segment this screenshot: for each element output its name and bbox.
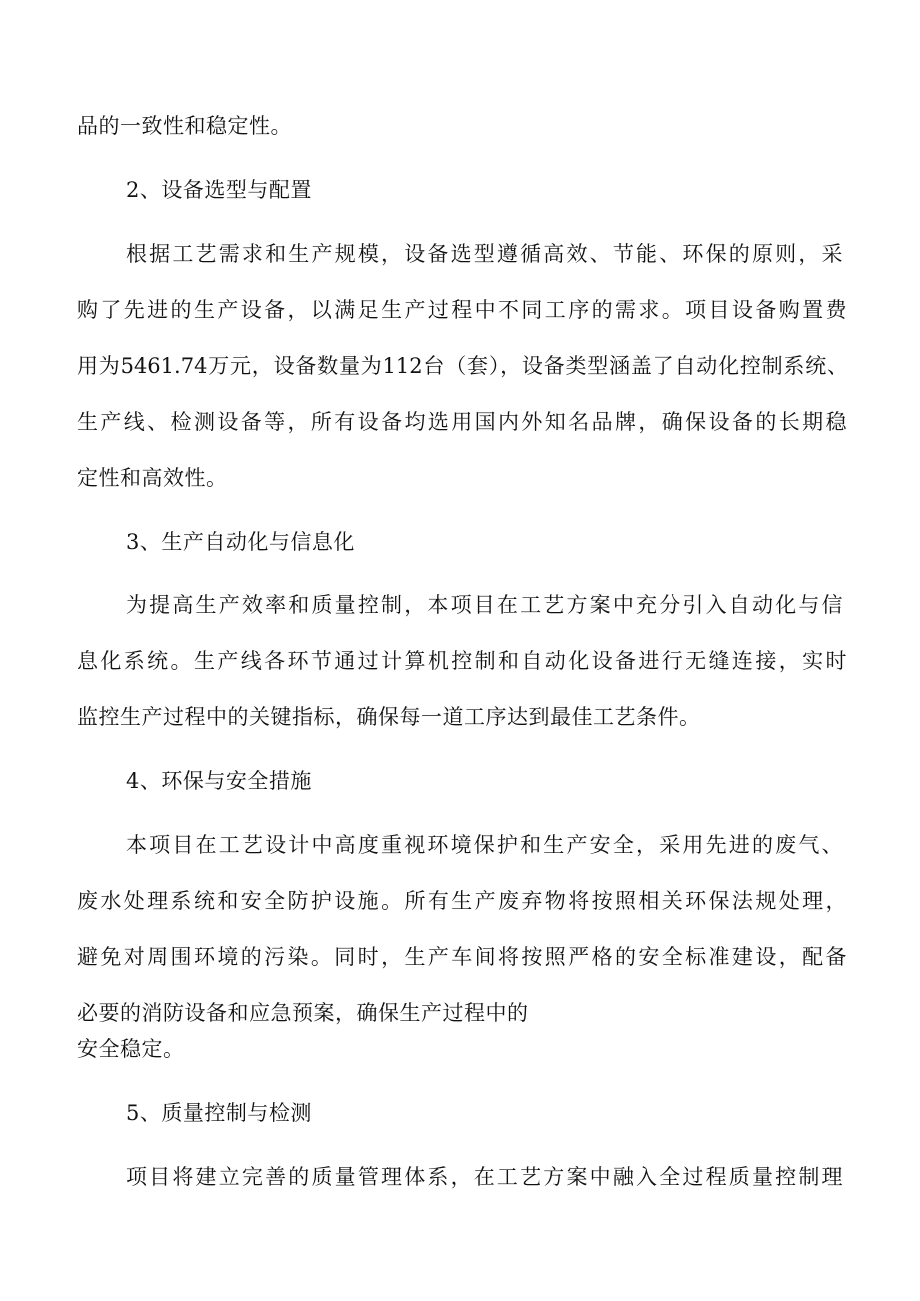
section-heading-quality: 5、质量控制与检测 <box>126 1101 312 1125</box>
paragraph-line: 监控生产过程中的关键指标，确保每一道工序达到最佳工艺条件。 <box>77 705 701 729</box>
paragraph-line: 废水处理系统和安全防护设施。所有生产废弃物将按照相关环保法规处理， <box>77 889 847 913</box>
paragraph-line: 项目将建立完善的质量管理体系，在工艺方案中融入全过程质量控制理 <box>126 1165 843 1189</box>
paragraph-line: 必要的消防设备和应急预案，确保生产过程中的 <box>77 1001 529 1025</box>
section-heading-equipment: 2、设备选型与配置 <box>126 178 312 202</box>
paragraph-line: 购了先进的生产设备，以满足生产过程中不同工序的需求。项目设备购置费 <box>77 298 847 322</box>
paragraph-line: 生产线、检测设备等，所有设备均选用国内外知名品牌，确保设备的长期稳 <box>77 410 847 434</box>
section-heading-automation: 3、生产自动化与信息化 <box>126 530 355 554</box>
paragraph-line: 用为5461.74万元，设备数量为112台（套），设备类型涵盖了自动化控制系统、 <box>77 354 848 378</box>
paragraph-line: 为提高生产效率和质量控制，本项目在工艺方案中充分引入自动化与信 <box>126 593 843 617</box>
paragraph-line: 避免对周围环境的污染。同时，生产车间将按照严格的安全标准建设，配备 <box>77 945 847 969</box>
paragraph-line: 息化系统。生产线各环节通过计算机控制和自动化设备进行无缝连接，实时 <box>77 649 847 673</box>
paragraph-continuation-line: 品的一致性和稳定性。 <box>77 114 292 138</box>
section-heading-environment-safety: 4、环保与安全措施 <box>126 769 312 793</box>
paragraph-line: 根据工艺需求和生产规模，设备选型遵循高效、节能、环保的原则，采 <box>126 242 843 266</box>
paragraph-line: 本项目在工艺设计中高度重视环境保护和生产安全，采用先进的废气、 <box>126 833 843 857</box>
paragraph-line: 定性和高效性。 <box>77 466 228 490</box>
paragraph-line: 安全稳定。 <box>77 1037 185 1061</box>
